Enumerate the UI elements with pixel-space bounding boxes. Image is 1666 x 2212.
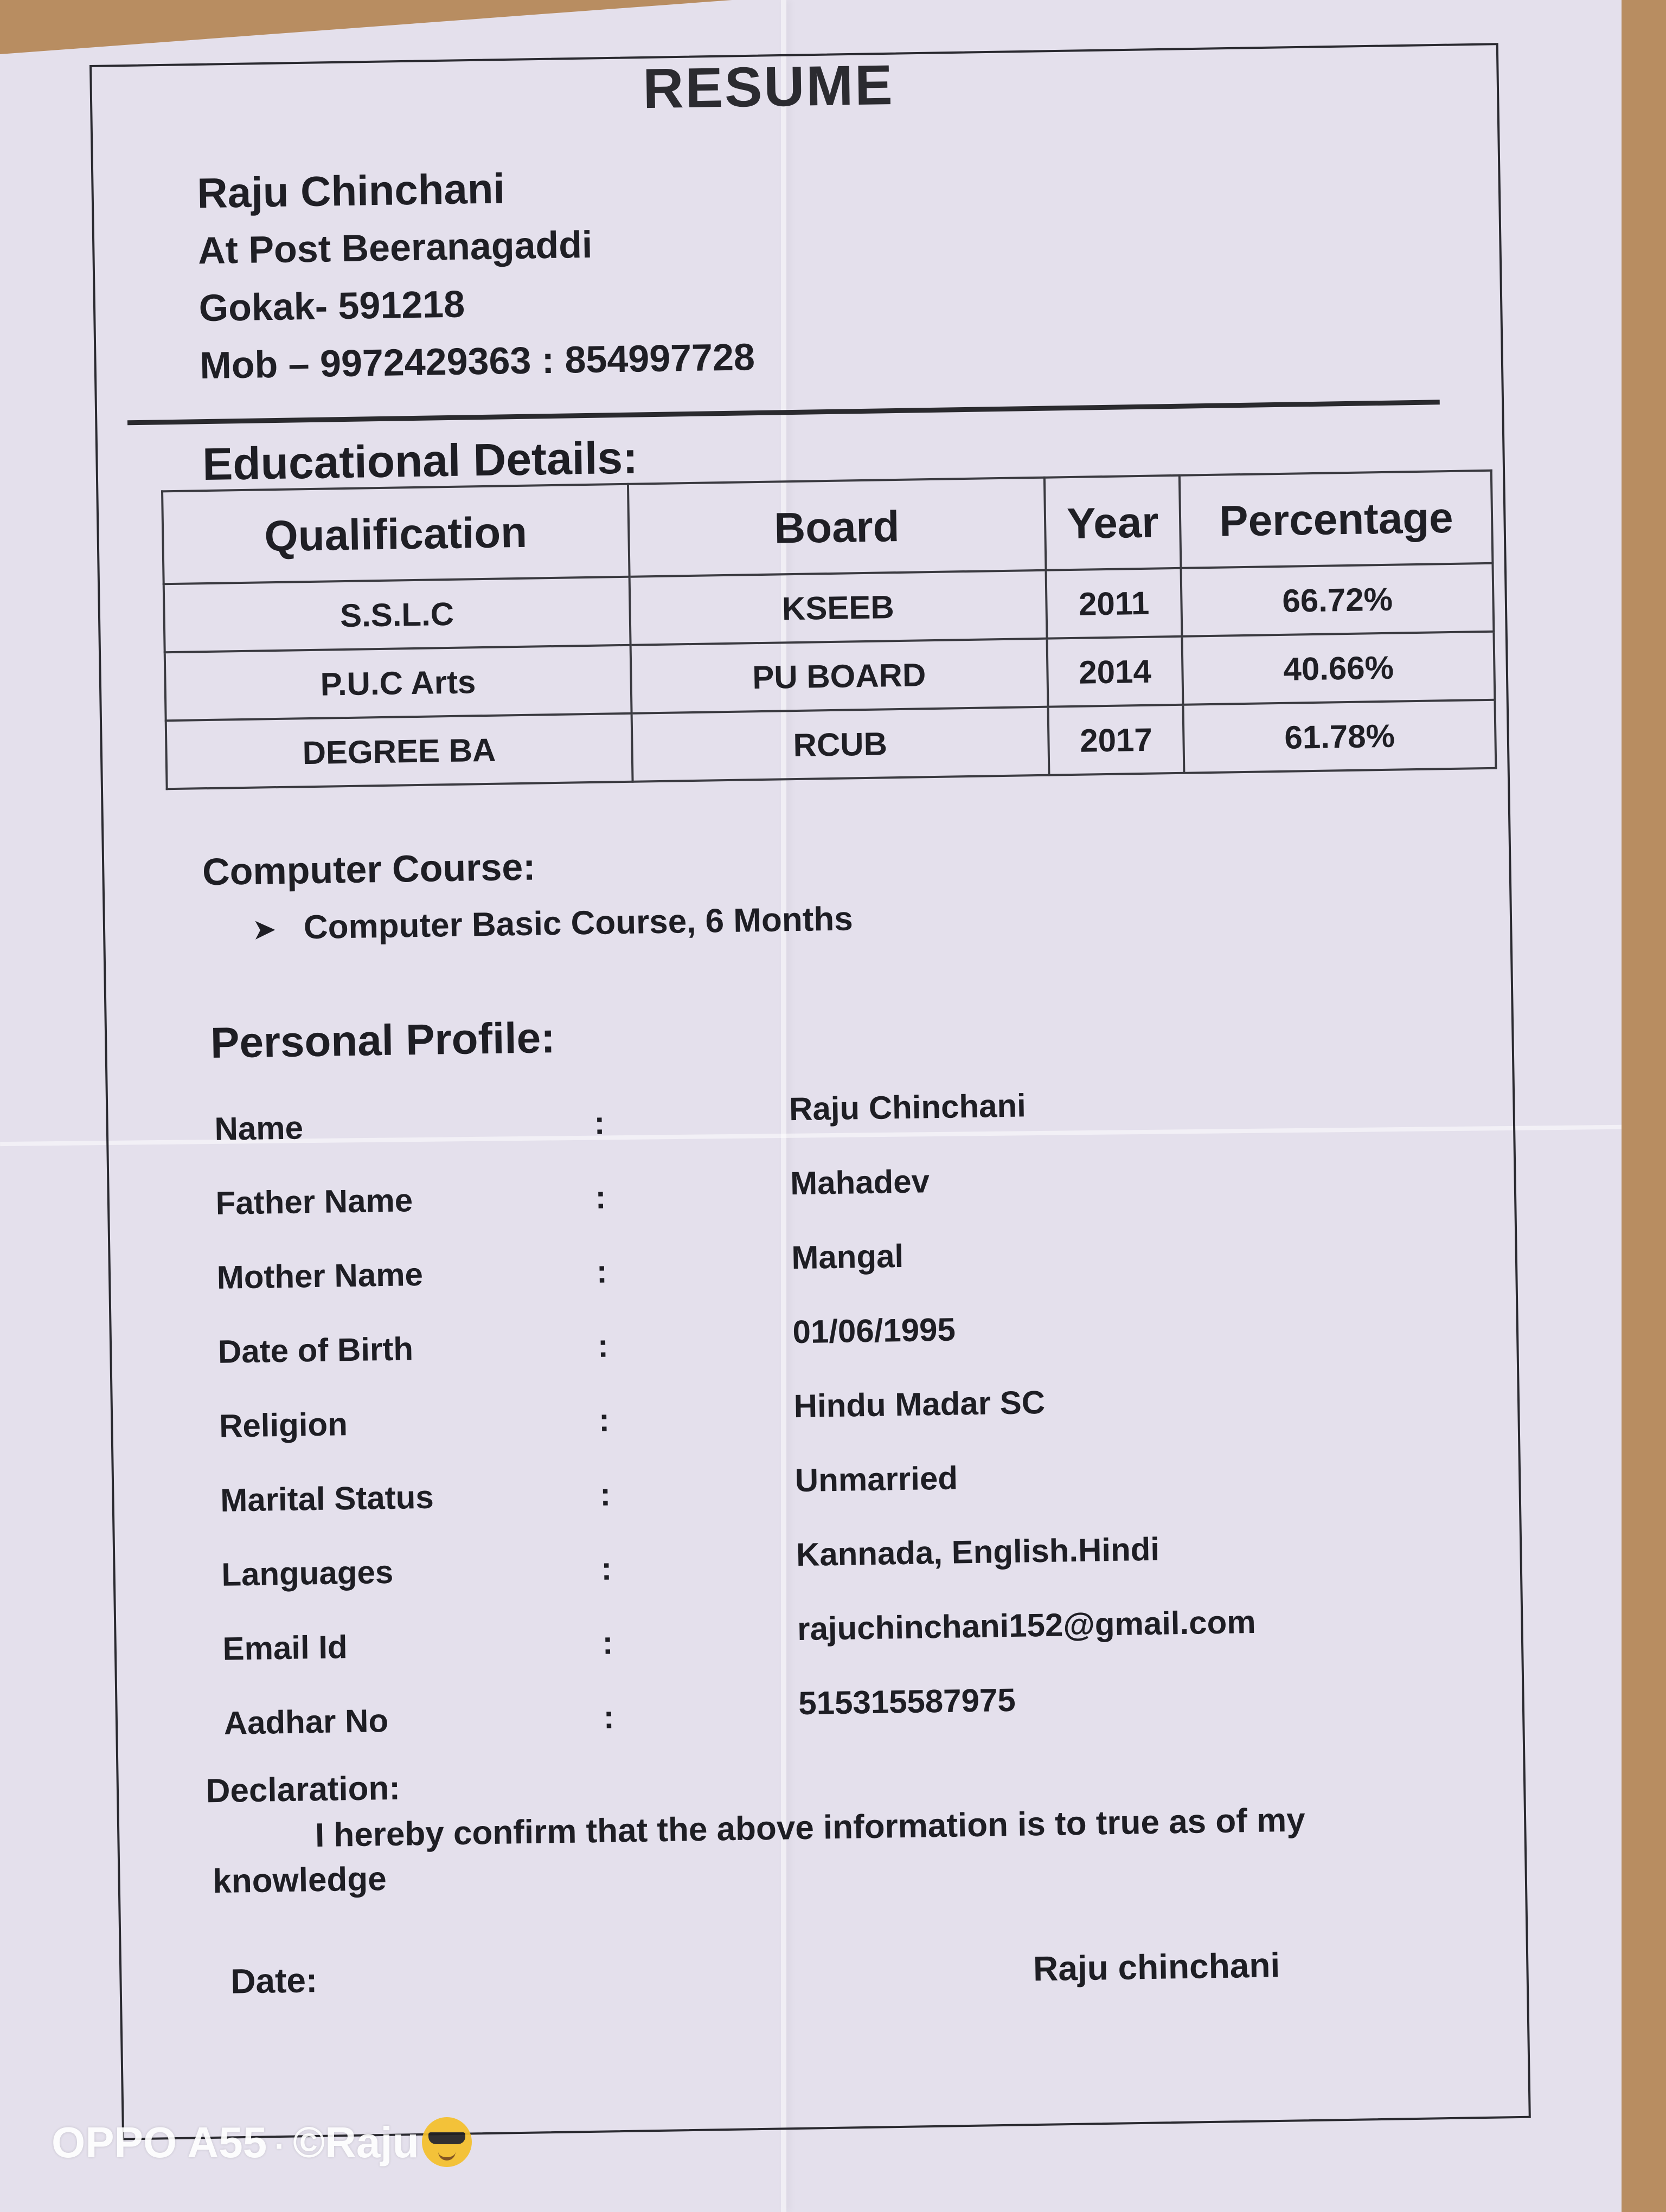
field-label: Father Name — [215, 1182, 413, 1221]
field-value: Unmarried — [794, 1459, 958, 1499]
education-table — [161, 470, 1497, 790]
field-label: Aadhar No — [223, 1702, 389, 1741]
table-cell: 66.72% — [1181, 563, 1494, 636]
field-value: Mahadev — [790, 1163, 930, 1202]
field-label: Marital Status — [220, 1478, 434, 1519]
field-value: Mangal — [791, 1237, 904, 1276]
date-label: Date: — [230, 1960, 318, 2001]
camera-watermark — [52, 2117, 472, 2168]
table-cell: RCUB — [631, 707, 1049, 782]
computer-course-heading: Computer Course: — [202, 845, 536, 893]
signature-name: Raju chinchani — [1033, 1945, 1280, 1989]
column-header: Board — [628, 478, 1046, 577]
education-heading: Educational Details: — [202, 432, 638, 490]
declaration-heading: Declaration: — [206, 1769, 401, 1810]
table-cell: 2014 — [1047, 636, 1183, 707]
field-value: Hindu Madar SC — [793, 1384, 1046, 1425]
field-label: Religion — [219, 1406, 348, 1444]
column-header: Percentage — [1180, 471, 1492, 568]
table-cell: P.U.C Arts — [165, 645, 632, 721]
field-separator: : — [596, 1253, 608, 1290]
table-cell: 40.66% — [1182, 632, 1495, 705]
course-name: Computer Basic Course, 6 Months — [303, 900, 854, 947]
field-value: 01/06/1995 — [792, 1311, 956, 1351]
field-separator: : — [601, 1624, 614, 1661]
address-line-1: At Post Beeranagaddi — [197, 223, 593, 272]
applicant-name: Raju Chinchani — [196, 164, 505, 217]
column-header: Qualification — [162, 484, 629, 584]
field-label: Email Id — [222, 1629, 348, 1667]
field-separator: : — [595, 1179, 607, 1216]
table-cell: PU BOARD — [630, 639, 1048, 713]
table-cell: 2011 — [1046, 568, 1182, 639]
page-title: RESUME — [642, 54, 895, 121]
column-header: Year — [1045, 475, 1181, 570]
field-separator: : — [597, 1327, 609, 1364]
personal-profile-list — [203, 1080, 1461, 1768]
address-line-2: Gokak- 591218 — [198, 282, 465, 330]
field-value: 515315587975 — [798, 1681, 1016, 1722]
table-cell: 61.78% — [1183, 700, 1496, 773]
field-separator: : — [593, 1104, 605, 1141]
field-value: Raju Chinchani — [789, 1087, 1027, 1128]
table-cell: DEGREE BA — [166, 713, 633, 789]
field-label: Languages — [221, 1553, 394, 1593]
watermark-separator: · — [274, 2128, 286, 2164]
sunglasses-emoji-icon — [422, 2117, 472, 2167]
table-cell: 2017 — [1048, 705, 1184, 775]
field-separator: : — [600, 1550, 612, 1587]
arrow-bullet-icon: ➤ — [252, 913, 277, 946]
list-item — [252, 899, 853, 947]
device-name: OPPO A55 — [52, 2118, 267, 2166]
contact-block — [197, 156, 755, 394]
watermark-credit: ©Raju — [293, 2118, 419, 2166]
field-label: Name — [214, 1109, 304, 1147]
header-divider — [127, 400, 1440, 425]
field-separator: : — [603, 1699, 615, 1735]
table-cell: S.S.L.C — [164, 577, 631, 652]
field-value: rajuchinchani152@gmail.com — [797, 1603, 1257, 1648]
table-cell: KSEEB — [629, 570, 1047, 645]
field-separator: : — [598, 1401, 610, 1438]
field-separator: : — [599, 1476, 611, 1513]
mobile-numbers: Mob – 9972429363 : 854997728 — [199, 336, 755, 387]
field-value: Kannada, English.Hindi — [796, 1531, 1160, 1573]
field-label: Date of Birth — [217, 1330, 414, 1370]
declaration-text: I hereby confirm that the above information is to true as of my knowledge — [212, 1801, 1306, 1901]
personal-profile-heading: Personal Profile: — [210, 1013, 556, 1068]
field-label: Mother Name — [216, 1256, 424, 1296]
